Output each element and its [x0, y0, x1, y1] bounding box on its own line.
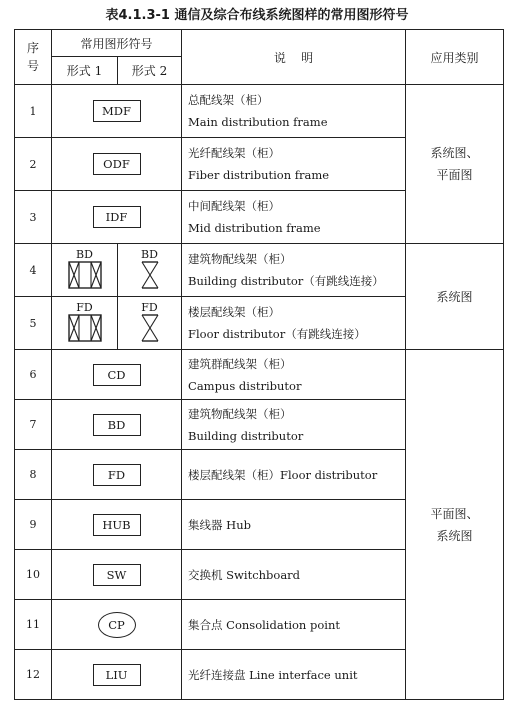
description-cell — [182, 244, 406, 297]
description-cell — [182, 400, 406, 450]
row-number: 2 — [15, 138, 52, 191]
symbol-label: FD — [141, 300, 158, 314]
header-symbol: 常用图形符号 — [52, 30, 182, 57]
symbol-cell — [52, 450, 182, 500]
description-cell — [182, 350, 406, 400]
header-category: 应用类别 — [406, 30, 504, 85]
description-cn: 建筑物配线架（柜） — [188, 406, 292, 421]
description-en: Building distributor（有跳线连接） — [188, 274, 384, 288]
description-en: Fiber distribution frame — [188, 168, 330, 182]
description-cell — [182, 500, 406, 550]
table-row — [15, 350, 504, 400]
row-number: 4 — [15, 244, 52, 297]
category-cell — [406, 85, 504, 244]
description-cn: 楼层配线架（柜） — [188, 305, 281, 319]
description-cell — [182, 191, 406, 244]
row-number: 7 — [15, 400, 52, 450]
symbol-cell — [52, 85, 182, 138]
description-cn: 建筑物配线架（柜） — [188, 252, 292, 266]
symbol-cell — [52, 600, 182, 650]
description-cn: 集合点 Consolidation point — [188, 617, 340, 632]
bd-symbol: BD — [93, 414, 141, 436]
description-cell — [182, 550, 406, 600]
row-number: 3 — [15, 191, 52, 244]
symbol-form1-cell — [52, 297, 118, 350]
symbol-table — [14, 29, 504, 700]
description-cell — [182, 297, 406, 350]
category-text: 系统图 — [436, 289, 473, 304]
description-en: Campus distributor — [188, 378, 302, 393]
liu-symbol: LIU — [93, 664, 141, 686]
row-number: 9 — [15, 500, 52, 550]
description-en: Floor distributor（有跳线连接） — [188, 327, 366, 341]
description-cell — [182, 600, 406, 650]
double-cross-frame-icon — [68, 314, 102, 342]
category-text: 系统图 — [436, 528, 473, 543]
category-cell — [406, 244, 504, 350]
symbol-cell — [52, 500, 182, 550]
description-cn: 光纤连接盘 Line interface unit — [188, 667, 358, 682]
header-form2: 形式 2 — [118, 57, 182, 85]
category-text: 系统图、 — [430, 146, 479, 160]
double-cross-frame-icon — [68, 261, 102, 289]
symbol-form1-cell — [52, 244, 118, 297]
table-row — [15, 85, 504, 138]
symbol-cell — [52, 650, 182, 700]
symbol-form2-cell — [118, 244, 182, 297]
row-number: 8 — [15, 450, 52, 500]
description-en: Main distribution frame — [188, 115, 328, 129]
symbol-cell — [52, 191, 182, 244]
symbol-cell — [52, 138, 182, 191]
description-cn: 交换机 Switchboard — [188, 567, 301, 582]
mdf-symbol: MDF — [93, 100, 141, 122]
category-cell — [406, 350, 504, 700]
cp-symbol: CP — [98, 612, 136, 638]
description-cell — [182, 650, 406, 700]
table-title: 表4.1.3-1 通信及综合布线系统图样的常用图形符号 — [105, 8, 409, 23]
hub-symbol: HUB — [93, 514, 141, 536]
description-en: Building distributor — [188, 428, 304, 443]
description-cn: 总配线架（柜） — [188, 93, 269, 107]
header-form1: 形式 1 — [52, 57, 118, 85]
description-cell — [182, 138, 406, 191]
table-row — [15, 244, 504, 297]
symbol-label: BD — [76, 247, 93, 261]
sw-symbol: SW — [93, 564, 141, 586]
description-cn: 集线器 Hub — [188, 517, 251, 532]
row-number: 12 — [15, 650, 52, 700]
header-num: 序号 — [15, 30, 52, 85]
symbol-label: FD — [76, 300, 93, 314]
symbol-cell — [52, 400, 182, 450]
fd-symbol: FD — [93, 464, 141, 486]
row-number: 11 — [15, 600, 52, 650]
symbol-cell — [52, 550, 182, 600]
category-text: 平面图、 — [430, 506, 479, 521]
symbol-cell — [52, 350, 182, 400]
description-cell — [182, 450, 406, 500]
row-number: 6 — [15, 350, 52, 400]
description-cn: 光纤配线架（柜） — [188, 146, 281, 160]
description-cn: 建筑群配线架（柜） — [188, 356, 292, 371]
odf-symbol: ODF — [93, 153, 141, 175]
description-en: Mid distribution frame — [188, 221, 321, 235]
category-text: 平面图 — [436, 168, 473, 182]
cd-symbol: CD — [93, 364, 141, 386]
bowtie-frame-icon — [141, 314, 159, 342]
symbol-label: BD — [141, 247, 158, 261]
row-number: 1 — [15, 85, 52, 138]
header-desc: 说 明 — [182, 30, 406, 85]
description-cn: 中间配线架（柜） — [188, 199, 281, 213]
description-cn: 楼层配线架（柜）Floor distributor — [188, 467, 378, 482]
idf-symbol: IDF — [93, 206, 141, 228]
bowtie-frame-icon — [141, 261, 159, 289]
row-number: 5 — [15, 297, 52, 350]
description-cell — [182, 85, 406, 138]
symbol-form2-cell — [118, 297, 182, 350]
row-number: 10 — [15, 550, 52, 600]
